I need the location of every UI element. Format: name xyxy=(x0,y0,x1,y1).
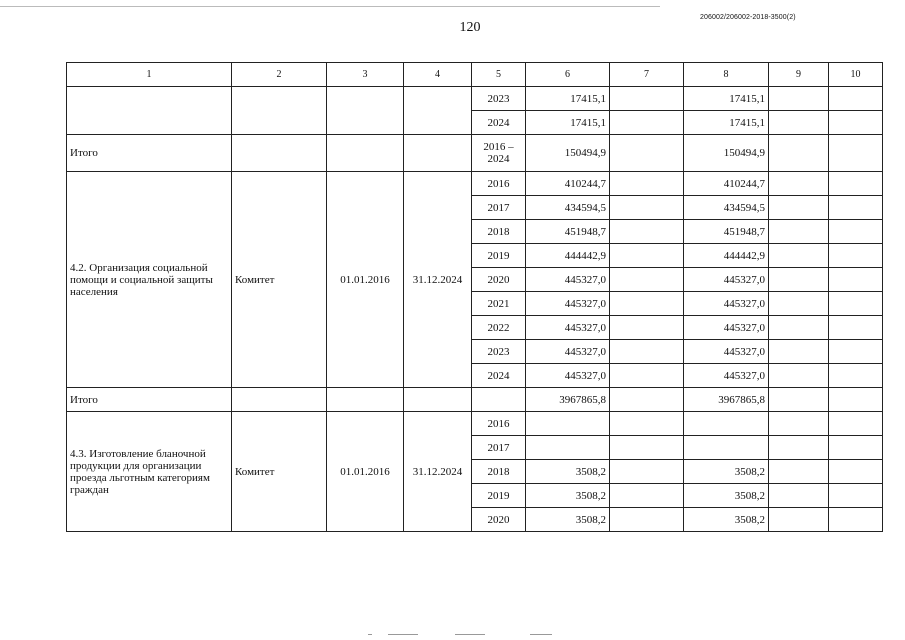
empty-cell xyxy=(829,412,883,436)
executor-cell xyxy=(232,87,327,135)
empty-cell xyxy=(404,388,472,412)
empty-cell xyxy=(769,220,829,244)
amount-col6: 3508,2 xyxy=(526,508,610,532)
total-row xyxy=(67,388,883,412)
start-date-cell xyxy=(327,87,404,135)
empty-cell xyxy=(769,196,829,220)
empty-cell xyxy=(610,220,684,244)
amount-col8: 17415,1 xyxy=(684,111,769,135)
column-header: 9 xyxy=(769,63,829,87)
empty-cell xyxy=(769,436,829,460)
empty-cell xyxy=(769,364,829,388)
amount-col8: 451948,7 xyxy=(684,220,769,244)
amount-col6: 445327,0 xyxy=(526,292,610,316)
empty-cell xyxy=(829,460,883,484)
column-header: 5 xyxy=(472,63,526,87)
empty-cell xyxy=(610,508,684,532)
amount-col8 xyxy=(684,412,769,436)
empty-cell xyxy=(829,436,883,460)
empty-cell xyxy=(829,196,883,220)
column-header: 6 xyxy=(526,63,610,87)
total-col6: 3967865,8 xyxy=(526,388,610,412)
empty-cell xyxy=(769,135,829,172)
activity-name-cell: 4.2. Организация социальной помощи и социальной защиты населения xyxy=(67,172,232,388)
empty-cell xyxy=(769,460,829,484)
amount-col6: 445327,0 xyxy=(526,316,610,340)
empty-cell xyxy=(610,388,684,412)
bottom-scan-mark xyxy=(368,634,372,635)
total-col6: 150494,9 xyxy=(526,135,610,172)
amount-col6: 3508,2 xyxy=(526,484,610,508)
year-cell: 2022 xyxy=(472,316,526,340)
total-label: Итого xyxy=(67,388,232,412)
year-cell: 2023 xyxy=(472,87,526,111)
empty-cell xyxy=(610,172,684,196)
table-row xyxy=(67,87,883,111)
empty-cell xyxy=(829,111,883,135)
empty-cell xyxy=(829,268,883,292)
empty-cell xyxy=(404,135,472,172)
empty-cell xyxy=(769,244,829,268)
amount-col8: 434594,5 xyxy=(684,196,769,220)
column-header: 2 xyxy=(232,63,327,87)
amount-col6: 445327,0 xyxy=(526,268,610,292)
page-number: 120 xyxy=(459,20,481,35)
empty-cell xyxy=(610,87,684,111)
amount-col8: 3508,2 xyxy=(684,484,769,508)
column-header: 4 xyxy=(404,63,472,87)
empty-cell xyxy=(769,340,829,364)
amount-col6 xyxy=(526,412,610,436)
year-cell: 2017 xyxy=(472,196,526,220)
total-col8: 150494,9 xyxy=(684,135,769,172)
year-cell: 2017 xyxy=(472,436,526,460)
amount-col6: 410244,7 xyxy=(526,172,610,196)
empty-cell xyxy=(829,135,883,172)
empty-cell xyxy=(829,388,883,412)
total-label: Итого xyxy=(67,135,232,172)
empty-cell xyxy=(327,388,404,412)
end-date-cell: 31.12.2024 xyxy=(404,172,472,388)
empty-cell xyxy=(769,111,829,135)
amount-col8 xyxy=(684,436,769,460)
total-col8: 3967865,8 xyxy=(684,388,769,412)
amount-col6: 445327,0 xyxy=(526,364,610,388)
empty-cell xyxy=(829,172,883,196)
amount-col8: 3508,2 xyxy=(684,460,769,484)
column-number-row xyxy=(67,63,883,87)
year-cell: 2023 xyxy=(472,340,526,364)
executor-cell: Комитет xyxy=(232,412,327,532)
amount-col8: 445327,0 xyxy=(684,268,769,292)
activity-name-cell xyxy=(67,87,232,135)
year-cell: 2020 xyxy=(472,268,526,292)
empty-cell xyxy=(829,484,883,508)
empty-cell xyxy=(232,388,327,412)
year-cell: 2018 xyxy=(472,460,526,484)
empty-cell xyxy=(829,508,883,532)
total-row xyxy=(67,135,883,172)
empty-cell xyxy=(610,340,684,364)
empty-cell xyxy=(610,244,684,268)
year-range-cell: 2016 – 2024 xyxy=(472,135,526,172)
empty-cell xyxy=(610,484,684,508)
empty-cell xyxy=(829,340,883,364)
amount-col6: 444442,9 xyxy=(526,244,610,268)
start-date-cell: 01.01.2016 xyxy=(327,172,404,388)
amount-col8: 445327,0 xyxy=(684,340,769,364)
year-cell: 2016 xyxy=(472,172,526,196)
empty-cell xyxy=(769,508,829,532)
empty-cell xyxy=(769,412,829,436)
year-cell: 2019 xyxy=(472,484,526,508)
amount-col8: 445327,0 xyxy=(684,292,769,316)
empty-cell xyxy=(769,87,829,111)
program-table xyxy=(66,62,883,532)
empty-cell xyxy=(829,292,883,316)
column-header: 1 xyxy=(67,63,232,87)
empty-cell xyxy=(769,388,829,412)
empty-cell xyxy=(610,412,684,436)
empty-cell xyxy=(769,292,829,316)
amount-col6: 17415,1 xyxy=(526,111,610,135)
year-cell: 2024 xyxy=(472,111,526,135)
empty-cell xyxy=(327,135,404,172)
amount-col8: 17415,1 xyxy=(684,87,769,111)
amount-col6: 451948,7 xyxy=(526,220,610,244)
empty-cell xyxy=(610,436,684,460)
year-cell: 2019 xyxy=(472,244,526,268)
empty-cell xyxy=(829,220,883,244)
empty-cell xyxy=(610,196,684,220)
bottom-scan-mark xyxy=(530,634,552,635)
bottom-scan-mark xyxy=(455,634,485,635)
empty-cell xyxy=(829,244,883,268)
empty-cell xyxy=(610,364,684,388)
year-cell: 2018 xyxy=(472,220,526,244)
year-cell: 2020 xyxy=(472,508,526,532)
empty-cell xyxy=(829,316,883,340)
amount-col6 xyxy=(526,436,610,460)
top-scan-line xyxy=(0,6,660,7)
amount-col6: 445327,0 xyxy=(526,340,610,364)
empty-cell xyxy=(610,316,684,340)
empty-cell xyxy=(232,135,327,172)
table-row xyxy=(67,412,883,436)
bottom-scan-mark xyxy=(388,634,418,635)
year-cell: 2021 xyxy=(472,292,526,316)
empty-cell xyxy=(610,460,684,484)
empty-cell xyxy=(610,135,684,172)
document-code: 206002/206002-2018-3500(2) xyxy=(700,14,796,21)
end-date-cell xyxy=(404,87,472,135)
column-header: 3 xyxy=(327,63,404,87)
empty-cell xyxy=(769,316,829,340)
amount-col8: 444442,9 xyxy=(684,244,769,268)
amount-col8: 3508,2 xyxy=(684,508,769,532)
column-header: 10 xyxy=(829,63,883,87)
table-row xyxy=(67,172,883,196)
empty-cell xyxy=(610,292,684,316)
year-cell xyxy=(472,388,526,412)
empty-cell xyxy=(829,364,883,388)
year-cell: 2024 xyxy=(472,364,526,388)
empty-cell xyxy=(769,484,829,508)
activity-name-cell: 4.3. Изготовление бланочной продукции для организации проезда льготным категориям граждан xyxy=(67,412,232,532)
amount-col8: 445327,0 xyxy=(684,364,769,388)
amount-col6: 434594,5 xyxy=(526,196,610,220)
amount-col8: 410244,7 xyxy=(684,172,769,196)
empty-cell xyxy=(610,111,684,135)
column-header: 7 xyxy=(610,63,684,87)
empty-cell xyxy=(610,268,684,292)
empty-cell xyxy=(769,268,829,292)
amount-col6: 17415,1 xyxy=(526,87,610,111)
column-header: 8 xyxy=(684,63,769,87)
executor-cell: Комитет xyxy=(232,172,327,388)
empty-cell xyxy=(769,172,829,196)
empty-cell xyxy=(829,87,883,111)
amount-col6: 3508,2 xyxy=(526,460,610,484)
start-date-cell: 01.01.2016 xyxy=(327,412,404,532)
end-date-cell: 31.12.2024 xyxy=(404,412,472,532)
amount-col8: 445327,0 xyxy=(684,316,769,340)
year-cell: 2016 xyxy=(472,412,526,436)
